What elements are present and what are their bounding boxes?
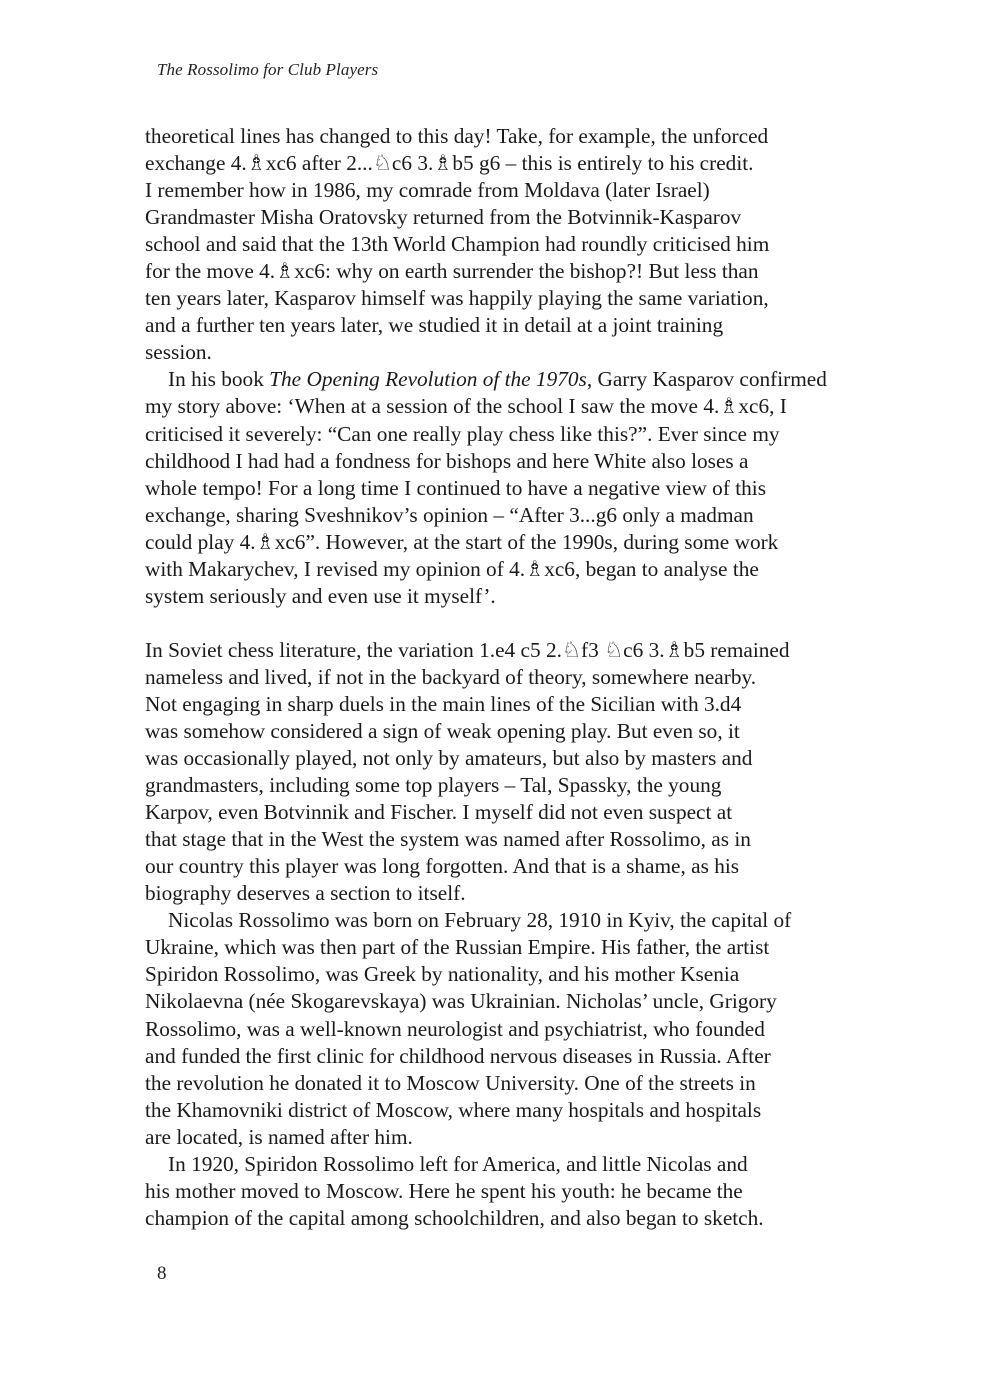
text-line: exchange, sharing Sveshnikov’s opinion – “After 3...g6 only a madman bbox=[145, 502, 754, 527]
text-line: the Khamovniki district of Moscow, where many hospitals and hospitals bbox=[145, 1097, 762, 1122]
text-line: Not engaging in sharp duels in the main lines of the Sicilian with 3.d4 bbox=[145, 691, 742, 716]
page-number: 8 bbox=[157, 1263, 167, 1284]
text-line: champion of the capital among schoolchildren, and also began to sketch. bbox=[145, 1205, 764, 1230]
text-line: that stage that in the West the system was named after Rossolimo, as in bbox=[145, 827, 751, 852]
text-line: our country this player was long forgotten. And that is a shame, as his bbox=[145, 854, 740, 879]
text-line: my story above: ‘When at a session of the school I saw the move 4.♗xc6, I bbox=[145, 394, 787, 419]
text-line: are located, is named after him. bbox=[145, 1124, 413, 1149]
text-line: was somehow considered a sign of weak opening play. But even so, it bbox=[145, 718, 740, 743]
text-line: nameless and lived, if not in the backyard of theory, somewhere nearby. bbox=[145, 664, 757, 689]
text-line: Ukraine, which was then part of the Russian Empire. His father, the artist bbox=[145, 935, 770, 960]
text-line: session. bbox=[145, 340, 212, 365]
text-line: Spiridon Rossolimo, was Greek by nationality, and his mother Ksenia bbox=[145, 962, 740, 987]
text-line: whole tempo! For a long time I continued to have a negative view of this bbox=[145, 475, 766, 500]
text-line: In Soviet chess literature, the variation 1.e4 c5 2.♘f3 ♘c6 3.♗b5 remained bbox=[145, 637, 790, 662]
text-line: Nikolaevna (née Skogarevskaya) was Ukrainian. Nicholas’ uncle, Grigory bbox=[145, 989, 777, 1014]
text-line: biography deserves a section to itself. bbox=[145, 881, 466, 906]
paragraph-2 bbox=[145, 366, 865, 609]
text-line: Rossolimo, was a well-known neurologist and psychiatrist, who founded bbox=[145, 1016, 765, 1041]
text-line: childhood I had had a fondness for bishops and here White also loses a bbox=[145, 448, 749, 473]
text-line: exchange 4.♗xc6 after 2...♘c6 3.♗b5 g6 – this is entirely to his credit. bbox=[145, 151, 754, 176]
text-line: and funded the first clinic for childhood nervous diseases in Russia. After bbox=[145, 1043, 771, 1068]
text-line: was occasionally played, not only by amateurs, but also by masters and bbox=[145, 746, 753, 771]
text-line: could play 4.♗xc6”. However, at the start of the 1990s, during some work bbox=[145, 529, 779, 554]
paragraph-4 bbox=[145, 907, 865, 1150]
paragraph-3 bbox=[145, 637, 865, 907]
text-line: I remember how in 1986, my comrade from Moldava (later Israel) bbox=[145, 178, 710, 203]
paragraph-5 bbox=[145, 1151, 865, 1232]
text-line: theoretical lines has changed to this day! Take, for example, the unforced bbox=[145, 124, 769, 148]
text-line: with Makarychev, I revised my opinion of 4.♗xc6, began to analyse the bbox=[145, 556, 759, 581]
text-line: for the move 4.♗xc6: why on earth surrender the bishop?! But less than bbox=[145, 259, 759, 284]
body-text bbox=[145, 123, 865, 1232]
text-line: criticised it severely: “Can one really play chess like this?”. Ever since my bbox=[145, 421, 780, 446]
paragraph-1 bbox=[145, 123, 865, 366]
text-line: his mother moved to Moscow. Here he spent his youth: he became the bbox=[145, 1178, 743, 1203]
text-line: system seriously and even use it myself’. bbox=[145, 583, 496, 608]
running-head: The Rossolimo for Club Players bbox=[157, 60, 379, 79]
text-line: ten years later, Kasparov himself was happily playing the same variation, bbox=[145, 286, 769, 311]
text-line: Nicolas Rossolimo was born on February 28, 1910 in Kyiv, the capital of bbox=[168, 908, 792, 933]
text-line: Grandmaster Misha Oratovsky returned from the Botvinnik-Kasparov bbox=[145, 205, 742, 230]
text-line: In 1920, Spiridon Rossolimo left for America, and little Nicolas and bbox=[168, 1151, 748, 1176]
text-line bbox=[145, 366, 865, 393]
text-line: and a further ten years later, we studied it in detail at a joint training bbox=[145, 313, 724, 338]
text-line: grandmasters, including some top players – Tal, Spassky, the young bbox=[145, 773, 722, 798]
text-run: In his book bbox=[168, 367, 270, 392]
text-line: the revolution he donated it to Moscow University. One of the streets in bbox=[145, 1070, 756, 1095]
text-line: school and said that the 13th World Champion had roundly criticised him bbox=[145, 232, 770, 257]
book-title: The Opening Revolution of the 1970s bbox=[269, 367, 587, 392]
text-run: , Garry Kasparov confirmed bbox=[586, 367, 827, 392]
text-line: Karpov, even Botvinnik and Fischer. I myself did not even suspect at bbox=[145, 800, 733, 825]
